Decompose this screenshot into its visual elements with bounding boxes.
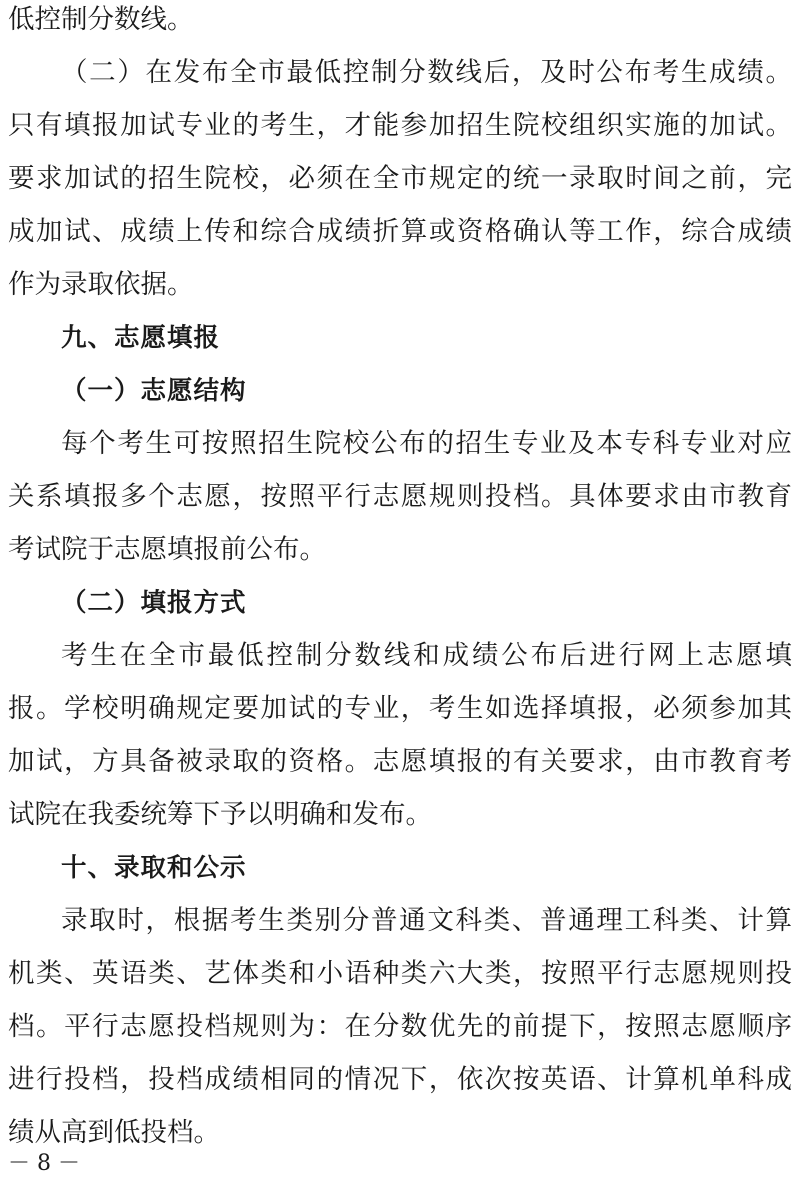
paragraph-line: 要求加试的招生院校，必须在全市规定的统一录取时间之前，完 (8, 163, 792, 194)
paragraph-line: 只有填报加试专业的考生，才能参加招生院校组织实施的加试。 (8, 110, 792, 141)
paragraph-line: 绩从高到低投档。 (8, 1117, 220, 1148)
section-heading: 十、录取和公示 (61, 853, 247, 883)
paragraph-line: 进行投档，投档成绩相同的情况下，依次按英语、计算机单科成 (8, 1064, 792, 1095)
paragraph-line: （二）在发布全市最低控制分数线后，及时公布考生成绩。 (61, 57, 792, 88)
paragraph-line: 考生在全市最低控制分数线和成绩公布后进行网上志愿填 (61, 640, 792, 671)
section-heading: 九、志愿填报 (61, 323, 221, 353)
paragraph-line: 机类、英语类、艺体类和小语种类六大类，按照平行志愿规则投 (8, 958, 792, 989)
paragraph-line: 作为录取依据。 (8, 269, 194, 300)
paragraph-line: 报。学校明确规定要加试的专业，考生如选择填报，必须参加其 (8, 693, 792, 724)
paragraph-line: 录取时，根据考生类别分普通文科类、普通理工科类、计算 (61, 905, 792, 936)
paragraph-line: 加试，方具备被录取的资格。志愿填报的有关要求，由市教育考 (8, 746, 792, 777)
paragraph-line: 档。平行志愿投档规则为：在分数优先的前提下，按照志愿顺序 (8, 1011, 792, 1042)
paragraph-line: 低控制分数线。 (8, 4, 194, 35)
paragraph-line: 每个考生可按照招生院校公布的招生专业及本专科专业对应 (61, 428, 792, 459)
paragraph-line: 成加试、成绩上传和综合成绩折算或资格确认等工作，综合成绩 (8, 216, 792, 247)
subsection-heading: （一）志愿结构 (61, 376, 247, 406)
subsection-heading: （二）填报方式 (61, 588, 247, 618)
paragraph-line: 考试院于志愿填报前公布。 (8, 534, 326, 565)
page-number: － 8 － (8, 1151, 80, 1176)
paragraph-line: 试院在我委统筹下予以明确和发布。 (8, 799, 432, 830)
paragraph-line: 关系填报多个志愿，按照平行志愿规则投档。具体要求由市教育 (8, 481, 792, 512)
